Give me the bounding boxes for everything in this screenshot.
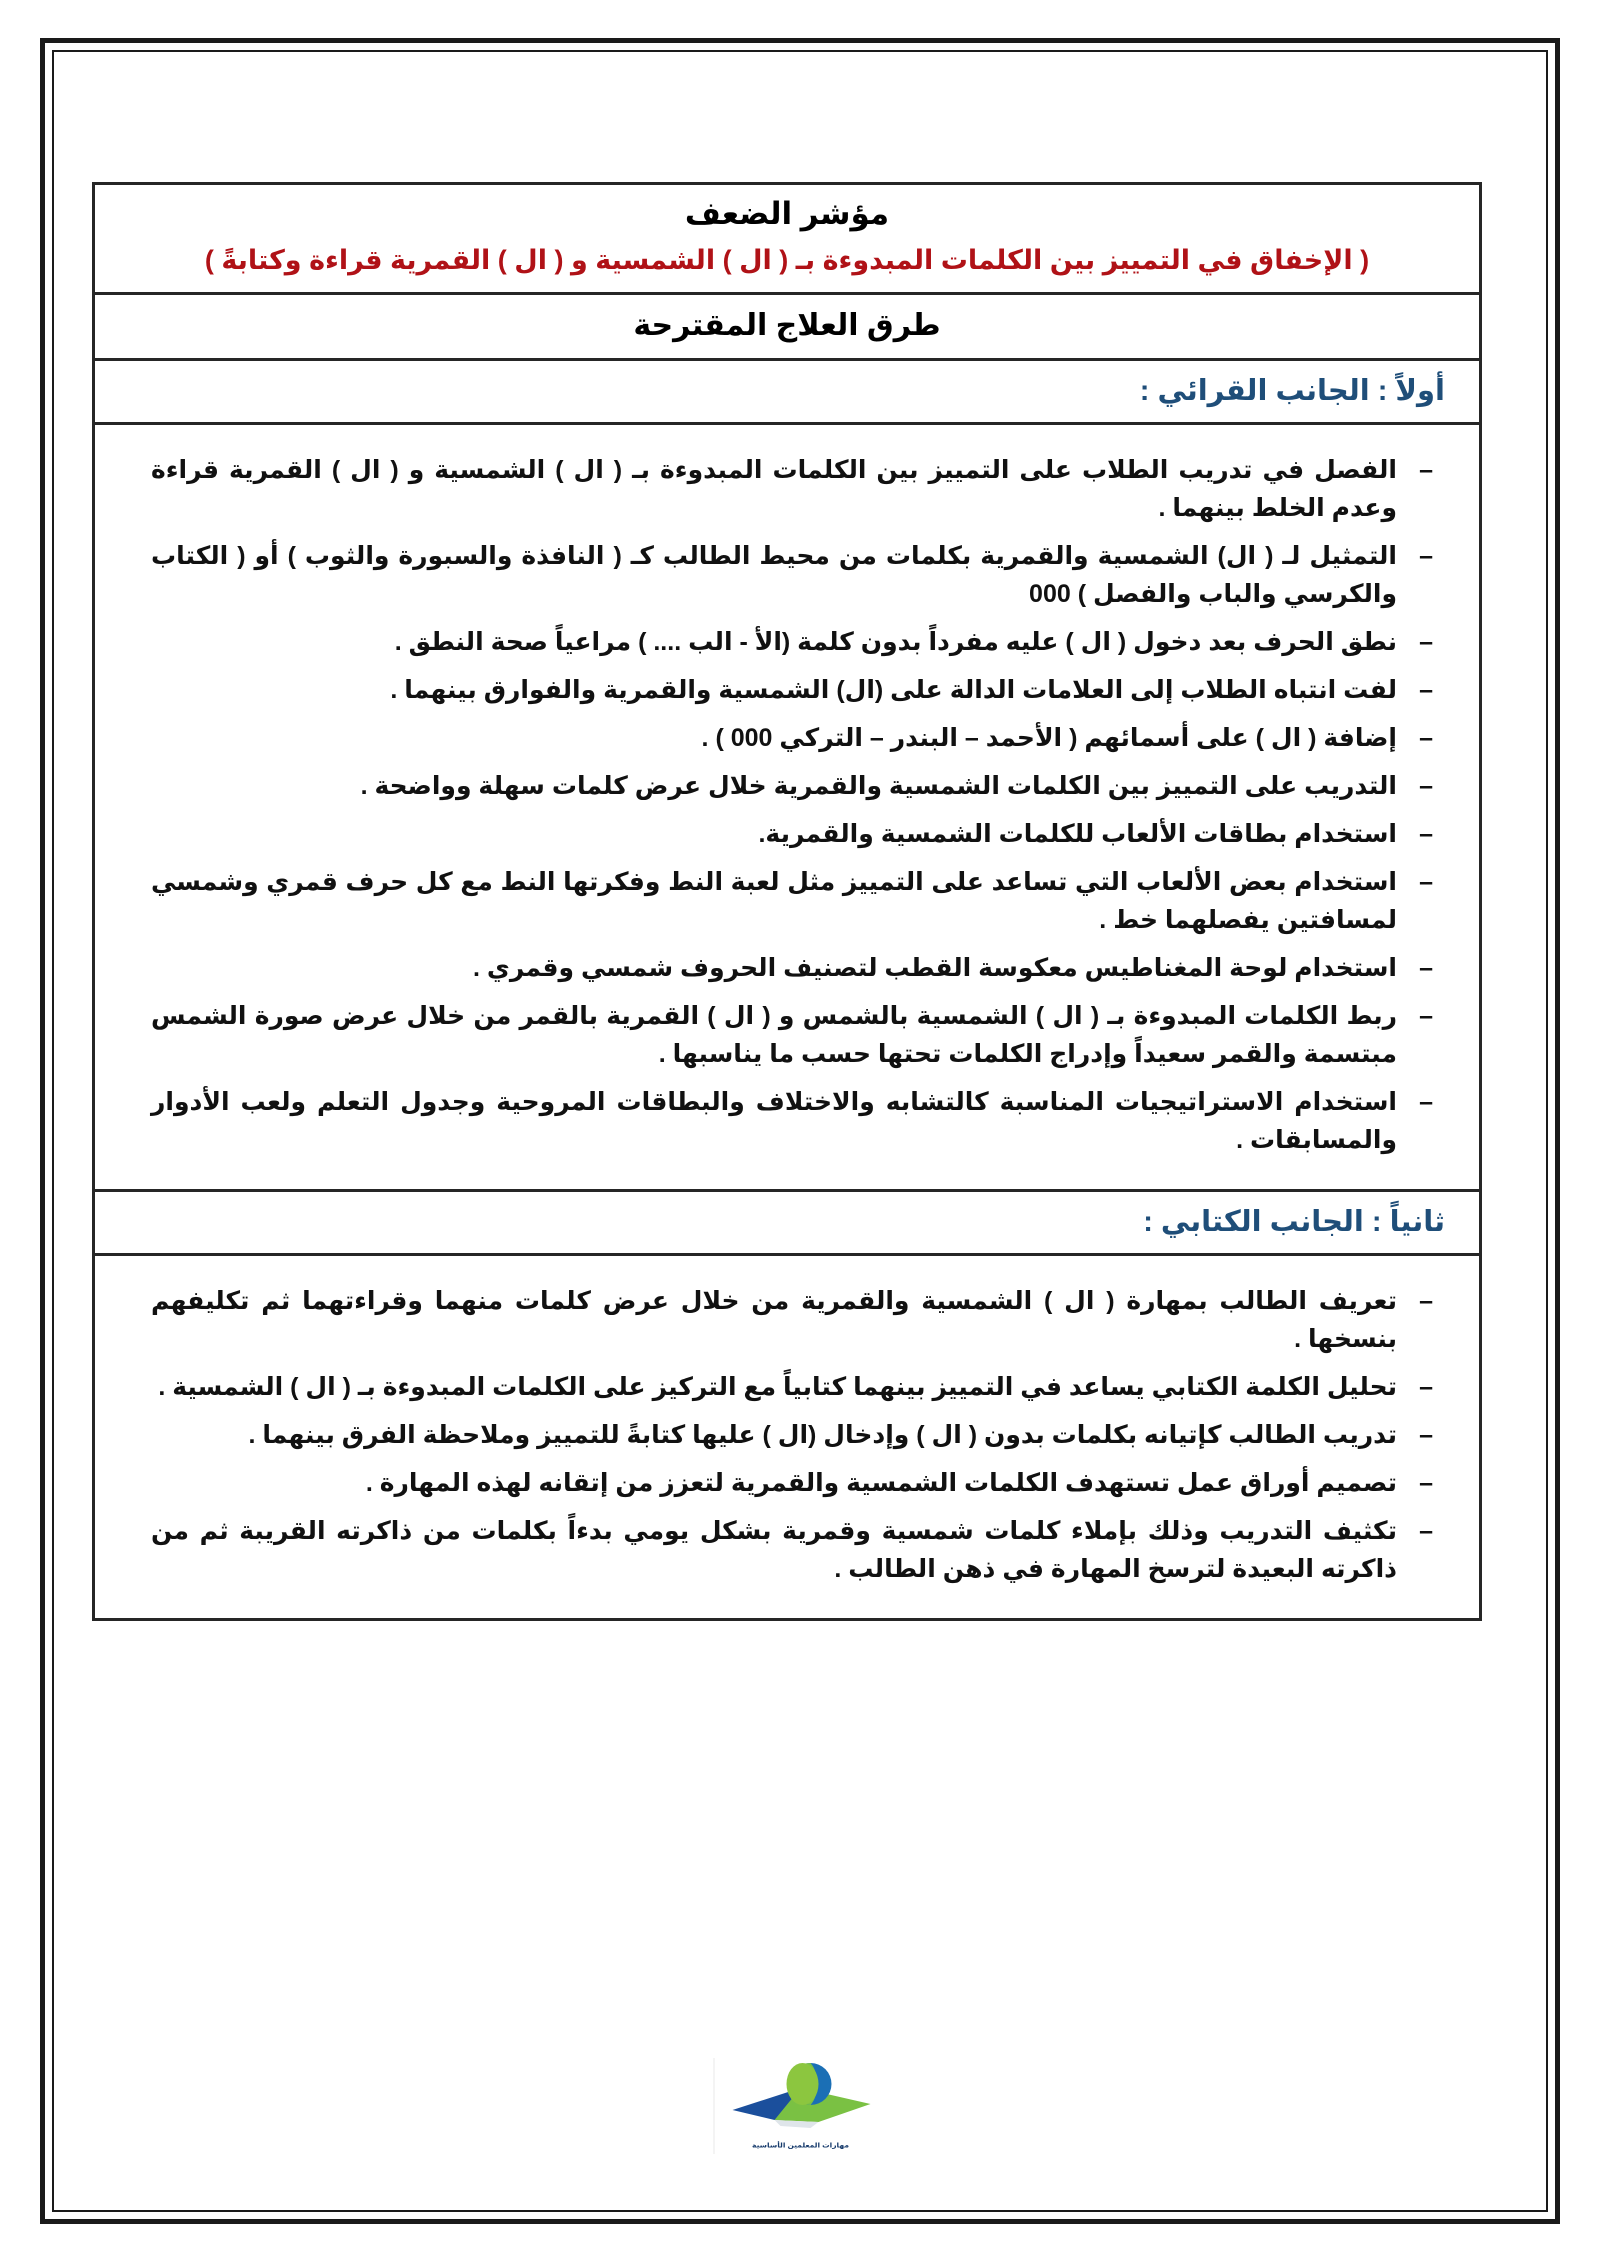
list-item: – تحليل الكلمة الكتابي يساعد في التمييز بينهما كتابياً مع التركيز على الكلمات المبدوءة بـ ( ال ) الشمسية . [151,1368,1439,1406]
section-heading-row-reading [95,361,1479,425]
methods-heading-row [95,295,1479,361]
footer-logo [714,2058,887,2154]
list-item: – نطق الحرف بعد دخول ( ال ) عليه مفرداً بدون كلمة (الأ - الب .... ) مراعياً صحة النطق . [151,623,1439,661]
weakness-indicator-subtitle: ( الإخفاق في التمييز بين الكلمات المبدوءة بـ ( ال ) الشمسية و ( ال ) القمرية قراءة وكتابةً ) [204,244,1370,275]
methods-heading: طرق العلاج المقترحة [633,309,941,343]
section-heading-reading: أولاً : الجانب القرائي : [1139,375,1445,408]
section-body-row-reading [95,425,1479,1192]
list-item: – تصميم أوراق عمل تستهدف الكلمات الشمسية والقمرية لتعزز من إتقانه لهذه المهارة . [151,1464,1439,1502]
weakness-indicator-row [95,185,1479,295]
document-table [92,182,1482,1621]
writing-bullet-list [151,1282,1439,1588]
weakness-indicator-title: مؤشر الضعف [684,196,890,231]
list-item: – الفصل في تدريب الطلاب على التمييز بين الكلمات المبدوءة بـ ( ال ) الشمسية و ( ال ) القمرية قراءة وعدم الخلط بينهما . [151,451,1439,527]
reading-bullets-container [95,425,1479,1189]
list-item: – إضافة ( ال ) على أسمائهم ( الأحمد – البندر – التركي 000 ) . [151,719,1439,757]
list-item: – لفت انتباه الطلاب إلى العلامات الدالة على (ال) الشمسية والقمرية والفوارق بينهما . [151,671,1439,709]
section-heading-writing: ثانياً : الجانب الكتابي : [1143,1206,1445,1239]
list-item: – تكثيف التدريب وذلك بإملاء كلمات شمسية وقمرية بشكل يومي بدءاً بكلمات من ذاكرته القريبة ثم من ذاكرته البعيدة لترسخ المهارة في ذهن الطالب . [151,1512,1439,1588]
section-body-row-writing [95,1256,1479,1618]
list-item: – استخدام بطاقات الألعاب للكلمات الشمسية والقمرية. [151,815,1439,853]
list-item: – التدريب على التمييز بين الكلمات الشمسية والقمرية خلال عرض كلمات سهلة وواضحة . [151,767,1439,805]
list-item: – تدريب الطالب كإتيانه بكلمات بدون ( ال ) وإدخال (ال ) عليها كتابةً للتمييز وملاحظة الفرق بينهما . [151,1416,1439,1454]
writing-bullets-container [95,1256,1479,1618]
list-item: – التمثيل لـ ( ال) الشمسية والقمرية بكلمات من محيط الطالب كـ ( النافذة والسبورة والثوب ) أو ( الكتاب والكرسي والباب والفصل ) 000 [151,537,1439,613]
organization-logo-icon [715,2058,887,2140]
logo-caption: مهارات المعلمين الأساسية [752,2141,849,2150]
weakness-indicator-cell [95,185,1479,292]
list-item: – استخدام لوحة المغناطيس معكوسة القطب لتصنيف الحروف شمسي وقمري . [151,949,1439,987]
list-item: – تعريف الطالب بمهارة ( ال ) الشمسية والقمرية من خلال عرض كلمات منهما وقراءتهما ثم تكليفهم بنسخها . [151,1282,1439,1358]
section-heading-row-writing [95,1192,1479,1256]
reading-bullet-list [151,451,1439,1159]
list-item: – ربط الكلمات المبدوءة بـ ( ال ) الشمسية بالشمس و ( ال ) القمرية بالقمر من خلال عرض صورة الشمس مبتسمة والقمر سعيداً وإدراج الكلمات تحتها حسب ما يناسبها . [151,997,1439,1073]
list-item: – استخدام الاستراتيجيات المناسبة كالتشابه والاختلاف والبطاقات المروحية وجدول التعلم ولعب الأدوار والمسابقات . [151,1083,1439,1159]
list-item: – استخدام بعض الألعاب التي تساعد على التمييز مثل لعبة النط وفكرتها النط مع كل حرف قمري وشمسي لمسافتين يفصلهما خط . [151,863,1439,939]
